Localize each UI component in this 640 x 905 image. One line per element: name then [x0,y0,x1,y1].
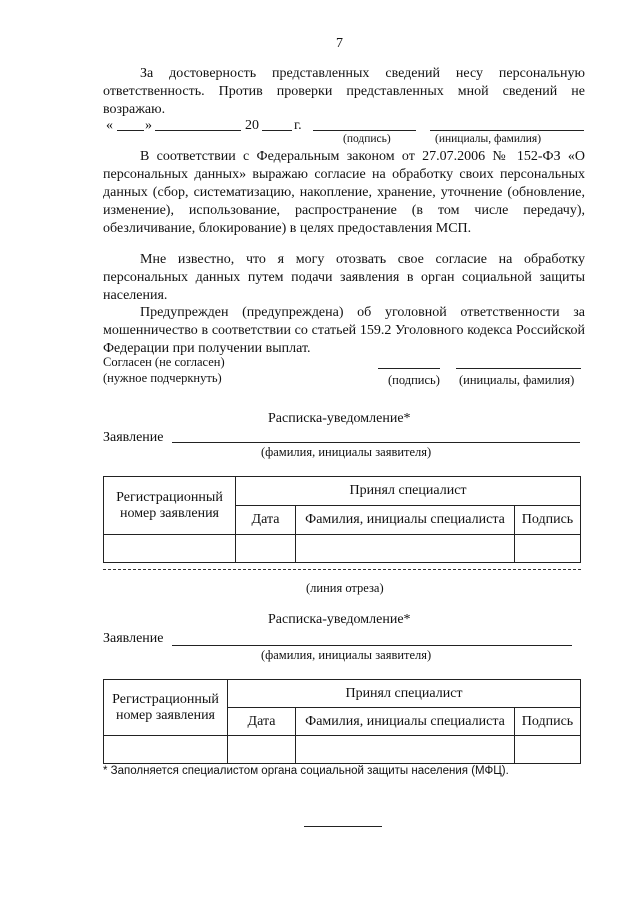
consent-paragraph: В соответствии с Федеральным законом от 27.07.2006 № 152-ФЗ «О персональных данных» выражаю согласие на обработку своих персональных данных (сбор, систематизацию, накопление, хранение, уточнение (обновление, изменение), использование, распространение (в том числе передачу), обезличивание, блокирование) в целях предоставления МСП. [103,149,585,236]
cut-line-label: (линия отреза) [306,581,384,595]
date-header-2: Дата [228,708,296,736]
applicant-caption-2: (фамилия, инициалы заявителя) [261,648,432,662]
year-suffix: г. [294,118,302,133]
receipt-table-2 [103,679,581,764]
footnote: * Заполняется специалистом органа социальной защиты населения (МФЦ). [103,765,509,777]
applicant-field-1[interactable] [172,442,580,443]
initials-field-2[interactable] [456,368,581,369]
receipt-table-1 [103,476,581,563]
page-number: 7 [336,36,343,51]
statement-label-2: Заявление [103,631,164,646]
signature-field-1[interactable] [313,130,416,131]
accepted-header-2: Принял специалист [228,680,581,708]
date-header-1: Дата [236,506,296,535]
receipt-title-2: Расписка-уведомление* [268,612,411,627]
date-close-quote: » [145,118,152,133]
date-cell-1[interactable] [236,535,296,563]
signature-field-2[interactable] [378,368,440,369]
day-field[interactable] [117,130,144,131]
reg-number-header-2: Регистрационный номер заявления [104,680,228,736]
consent-hint: (нужное подчеркнуть) [103,371,222,385]
responsibility-paragraph: За достоверность представленных сведений несу персональную ответственность. Против проверки представленных мной сведений не возражаю. [103,66,585,117]
specialist-name-header-1: Фамилия, инициалы специалиста [296,506,515,535]
end-rule [304,826,382,827]
specialist-name-header-2: Фамилия, инициалы специалиста [296,708,515,736]
signature-cell-2[interactable] [515,736,581,764]
signature-cell-1[interactable] [515,535,581,563]
cut-line [103,569,581,570]
reg-number-cell-1[interactable] [104,535,236,563]
accepted-header-1: Принял специалист [236,477,581,506]
receipt-title-1: Расписка-уведомление* [268,411,411,426]
reg-number-header-1: Регистрационный номер заявления [104,477,236,535]
reg-number-cell-2[interactable] [104,736,228,764]
applicant-field-2[interactable] [172,645,572,646]
year-prefix: 20 [245,118,259,133]
revocation-paragraph: Мне известно, что я могу отозвать свое согласие на обработку персональных данных путем подачи заявления в орган социальной защиты населения. [103,252,585,303]
applicant-caption-1: (фамилия, инициалы заявителя) [261,445,432,459]
initials-field-1[interactable] [430,130,584,131]
signature-caption-1: (подпись) [343,133,391,145]
specialist-name-cell-1[interactable] [296,535,515,563]
signature-header-1: Подпись [515,506,581,535]
warning-paragraph: Предупрежден (предупреждена) об уголовной ответственности за мошенничество в соответствии со статьей 159.2 Уголовного кодекса Российской Федерации при получении выплат. [103,305,585,356]
date-cell-2[interactable] [228,736,296,764]
year-field[interactable] [262,130,292,131]
date-open-quote: « [106,118,113,133]
signature-caption-2: (подпись) [388,373,440,387]
month-field[interactable] [155,130,241,131]
signature-header-2: Подпись [515,708,581,736]
consent-option: Согласен (не согласен) [103,355,225,369]
specialist-name-cell-2[interactable] [296,736,515,764]
initials-caption-2: (инициалы, фамилия) [459,373,575,387]
statement-label-1: Заявление [103,430,164,445]
initials-caption-1: (инициалы, фамилия) [435,133,542,145]
